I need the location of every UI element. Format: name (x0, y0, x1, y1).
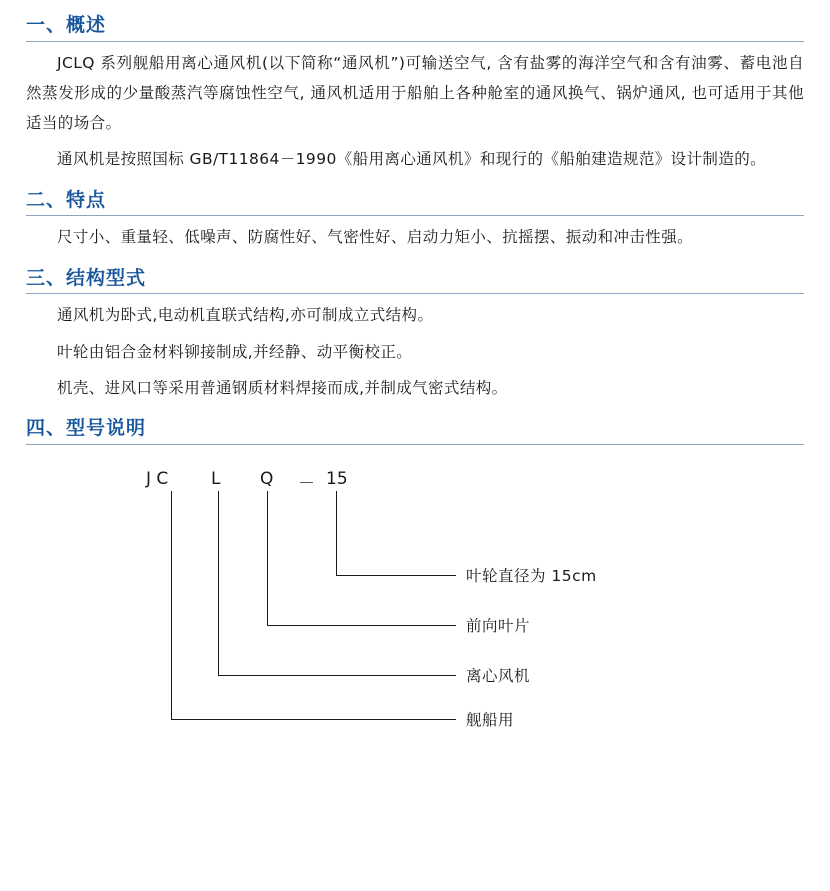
label-impeller-diameter: 叶轮直径为 15cm (466, 566, 597, 585)
leader-line-impeller-horizontal (336, 575, 456, 576)
leader-line-marine-vertical (171, 491, 172, 719)
section-heading-structure: 三、结构型式 (26, 266, 147, 289)
section-overview (26, 14, 804, 175)
leader-line-blade-vertical (267, 491, 268, 625)
heading-rule-structure (26, 293, 804, 294)
model-code-diagram (26, 467, 806, 767)
section-heading-overview: 一、概述 (26, 14, 107, 36)
label-centrifugal-fan: 离心风机 (466, 666, 531, 685)
leader-line-blade-horizontal (267, 625, 456, 626)
code-15: 15 (326, 468, 348, 489)
code-dash: － (298, 473, 315, 494)
leader-line-fan-horizontal (218, 675, 456, 676)
paragraph-features-1: 尺寸小、重量轻、低噪声、防腐性好、气密性好、启动力矩小、抗摇摆、振动和冲击性强。 (57, 228, 694, 247)
paragraph-structure-3: 机壳、进风口等采用普通钢质材料焊接而成,并制成气密式结构。 (57, 378, 508, 397)
heading-rule-features (26, 215, 804, 216)
leader-line-fan-vertical (218, 491, 219, 675)
paragraph-overview-1: JCLQ 系列舰船用离心通风机(以下简称“通风机”)可输送空气, 含有盐雾的海洋空气和含有油雾、蓄电池自然蒸发形成的少量酸蒸汽等腐蚀性空气, 通风机适用于船舶上各种舱室的通风换气、锅炉通风, 也可适用于其他适当的场合。 (26, 53, 804, 133)
label-forward-blade: 前向叶片 (466, 616, 531, 635)
code-q: Q (260, 468, 274, 489)
code-jc: J C (146, 468, 169, 489)
heading-rule-model-designation (26, 444, 804, 445)
section-structure (26, 267, 804, 403)
leader-line-impeller-vertical (336, 491, 337, 575)
section-features (26, 189, 804, 253)
paragraph-overview-2: 通风机是按照国标 GB/T11864－1990《船用离心通风机》和现行的《船舶建造规范》设计制造的。 (57, 150, 767, 169)
document-page (0, 14, 830, 891)
label-marine-use: 舰船用 (466, 710, 515, 729)
heading-rule-overview (26, 41, 804, 42)
code-l: L (211, 468, 221, 489)
paragraph-structure-1: 通风机为卧式,电动机直联式结构,亦可制成立式结构。 (57, 306, 434, 325)
section-model-designation (26, 417, 804, 445)
leader-line-marine-horizontal (171, 719, 456, 720)
section-heading-features: 二、特点 (26, 188, 107, 211)
section-heading-model-designation: 四、型号说明 (26, 417, 147, 440)
paragraph-structure-2: 叶轮由铝合金材料铆接制成,并经静、动平衡校正。 (57, 342, 413, 361)
